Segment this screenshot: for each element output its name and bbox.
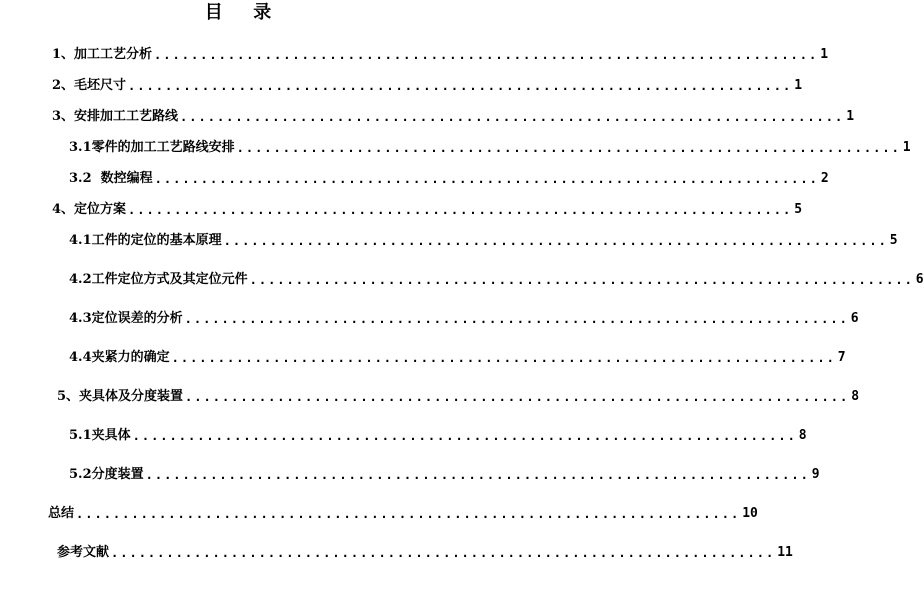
toc-entry-page: 1 bbox=[820, 47, 829, 62]
toc-entry[interactable] bbox=[48, 505, 758, 523]
toc-leader-dots: ........................................................................ bbox=[128, 79, 793, 93]
toc-leader-dots: ........................................................................ bbox=[154, 172, 819, 186]
toc-entry-label: 4、定位方案 bbox=[52, 202, 127, 217]
toc-entry-page: 1 bbox=[846, 109, 855, 124]
toc-leader-dots: ........................................................................ bbox=[111, 546, 776, 560]
toc-entry-page: 7 bbox=[837, 350, 846, 365]
toc-entry[interactable] bbox=[69, 466, 820, 484]
toc-entry-page: 5 bbox=[794, 202, 803, 217]
toc-entry-label: 4.2工件定位方式及其定位元件 bbox=[69, 272, 248, 287]
toc-entry[interactable] bbox=[69, 232, 898, 250]
toc-entry-label: 1、加工工艺分析 bbox=[52, 47, 153, 62]
toc-entry-page: 8 bbox=[851, 389, 860, 404]
toc-entry-label: 5、夹具体及分度装置 bbox=[57, 389, 184, 404]
toc-leader-dots: ........................................................................ bbox=[236, 141, 901, 155]
toc-leader-dots: ........................................................................ bbox=[128, 203, 793, 217]
toc-entry-label: 2、毛坯尺寸 bbox=[52, 78, 127, 93]
toc-leader-dots: ........................................................................ bbox=[184, 312, 849, 326]
toc-entry-page: 1 bbox=[902, 140, 911, 155]
toc-entry[interactable] bbox=[52, 201, 803, 219]
toc-entry-label: 5.1夹具体 bbox=[69, 428, 131, 443]
toc-entry-label: 5.2分度装置 bbox=[69, 467, 144, 482]
toc-entry[interactable] bbox=[52, 46, 829, 64]
toc-leader-dots: ........................................................................ bbox=[171, 351, 836, 365]
toc-entry[interactable] bbox=[69, 310, 859, 328]
toc-entry[interactable] bbox=[69, 139, 911, 157]
toc-entry[interactable] bbox=[57, 388, 860, 406]
toc-entry-label: 3、安排加工工艺路线 bbox=[52, 109, 179, 124]
toc-entry-page: 9 bbox=[811, 467, 820, 482]
toc-entry-label: 4.3定位误差的分析 bbox=[69, 311, 183, 326]
toc-entry-page: 6 bbox=[850, 311, 859, 326]
toc-entry[interactable] bbox=[57, 544, 793, 562]
toc-entry[interactable] bbox=[69, 349, 846, 367]
toc-entry-page: 6 bbox=[915, 272, 924, 287]
toc-entry-page: 11 bbox=[777, 545, 793, 560]
toc-entry[interactable] bbox=[52, 77, 803, 95]
toc-entry-label: 4.1工件的定位的基本原理 bbox=[69, 233, 222, 248]
toc-entry-page: 10 bbox=[742, 506, 758, 521]
toc-leader-dots: ........................................................................ bbox=[180, 110, 845, 124]
toc-entry-page: 1 bbox=[794, 78, 803, 93]
toc-entry-label: 4.4夹紧力的确定 bbox=[69, 350, 170, 365]
toc-entry-page: 8 bbox=[798, 428, 807, 443]
toc-leader-dots: ........................................................................ bbox=[145, 468, 810, 482]
page-title: 目 录 bbox=[204, 2, 278, 23]
toc-entry[interactable] bbox=[69, 170, 829, 188]
toc-entry-page: 2 bbox=[820, 171, 829, 186]
toc-leader-dots: ........................................................................ bbox=[185, 390, 850, 404]
toc-entry[interactable] bbox=[69, 271, 924, 289]
toc-entry-label: 3.1零件的加工工艺路线安排 bbox=[69, 140, 235, 155]
toc-entry[interactable] bbox=[69, 427, 807, 445]
toc-entry-label: 参考文献 bbox=[57, 545, 110, 560]
toc-leader-dots: ........................................................................ bbox=[223, 234, 888, 248]
toc-entry-page: 5 bbox=[889, 233, 898, 248]
toc-leader-dots: ........................................................................ bbox=[132, 429, 797, 443]
toc-entry-label: 3.2 数控编程 bbox=[69, 171, 153, 186]
toc-entry[interactable] bbox=[52, 108, 855, 126]
toc-leader-dots: ........................................................................ bbox=[249, 273, 914, 287]
toc-entry-label: 总结 bbox=[48, 506, 75, 521]
toc-leader-dots: ........................................................................ bbox=[76, 507, 741, 521]
toc-leader-dots: ........................................................................ bbox=[154, 48, 819, 62]
